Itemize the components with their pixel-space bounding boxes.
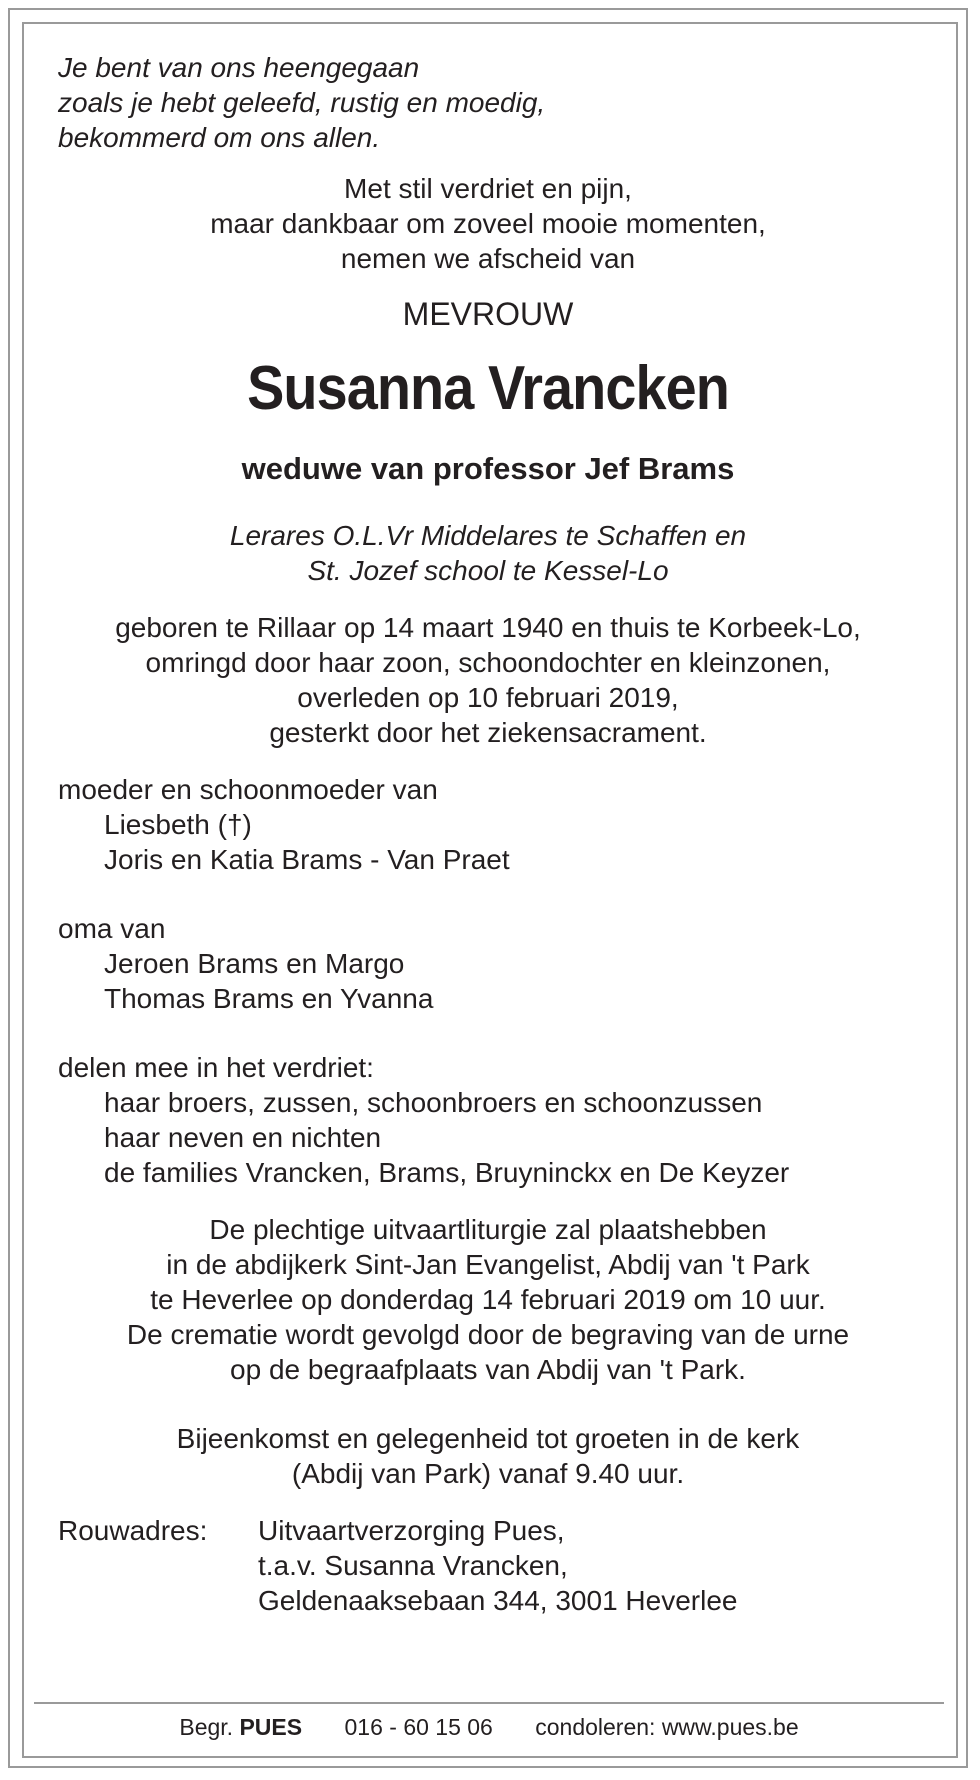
gathering-line: (Abdij van Park) vanaf 9.40 uur. [291, 1458, 685, 1489]
family-name: haar broers, zussen, schoonbroers en schoonzussen [104, 1087, 763, 1118]
poem-line: zoals je hebt geleefd, rustig en moedig, [58, 87, 546, 118]
gathering-info [58, 1421, 918, 1491]
footer-brand: PUES [239, 1714, 303, 1740]
obituary-content [58, 50, 918, 1618]
family-name: Thomas Brams en Yvanna [104, 983, 434, 1014]
intro-line: maar dankbaar om zoveel mooie momenten, [210, 208, 766, 239]
funeral-line: De crematie wordt gevolgd door de begraving van de urne [126, 1319, 850, 1350]
footer-condolences: condoleren: www.pues.be [535, 1714, 799, 1740]
address-line: t.a.v. Susanna Vrancken, [258, 1550, 568, 1581]
title-word: MEVROUW [402, 296, 574, 332]
poem-line: Je bent van ons heengegaan [58, 52, 420, 83]
mourning-address [58, 1513, 918, 1618]
occupation-line: Lerares O.L.Vr Middelares te Schaffen en [229, 520, 747, 551]
address-lines [258, 1513, 918, 1618]
address-line: Geldenaaksebaan 344, 3001 Heverlee [258, 1585, 738, 1616]
funeral-line: De plechtige uitvaartliturgie zal plaatshebben [209, 1214, 767, 1245]
family-name: haar neven en nichten [104, 1122, 382, 1153]
birth-death-line: omringd door haar zoon, schoondochter en kleinzonen, [145, 647, 831, 678]
mother-of [58, 772, 918, 877]
family-name: Jeroen Brams en Margo [104, 948, 405, 979]
gathering-line: Bijeenkomst en gelegenheid tot groeten in de kerk [176, 1423, 800, 1454]
footer-prefix: Begr. [179, 1714, 234, 1740]
family-name: de families Vrancken, Brams, Bruyninckx en De Keyzer [104, 1157, 790, 1188]
funeral-line: op de begraafplaats van Abdij van 't Park. [230, 1354, 746, 1385]
share-grief-heading: delen mee in het verdriet: [58, 1052, 374, 1083]
birth-death-line: overleden op 10 februari 2019, [297, 682, 679, 713]
poem-line: bekommerd om ons allen. [58, 122, 381, 153]
family-name: Liesbeth (†) [104, 809, 252, 840]
footer [34, 1712, 944, 1742]
poem [58, 50, 918, 155]
address-line: Uitvaartverzorging Pues, [258, 1515, 565, 1546]
occupation-line: St. Jozef school te Kessel-Lo [307, 555, 669, 586]
footer-phone: 016 - 60 15 06 [344, 1714, 493, 1740]
funeral-line: te Heverlee op donderdag 14 februari 2019 om 10 uur. [150, 1284, 826, 1315]
deceased-name: Susanna Vrancken [247, 354, 729, 423]
widow-of: weduwe van professor Jef Brams [241, 451, 735, 486]
birth-death [58, 610, 918, 750]
footer-divider [34, 1702, 944, 1704]
birth-death-line: geboren te Rillaar op 14 maart 1940 en thuis te Korbeek-Lo, [115, 612, 861, 643]
intro [58, 171, 918, 276]
occupation [58, 518, 918, 588]
funeral-info [58, 1212, 918, 1387]
grandmother-of-heading: oma van [58, 913, 166, 944]
grandmother-of [58, 911, 918, 1016]
funeral-line: in de abdijkerk Sint-Jan Evangelist, Abdij van 't Park [166, 1249, 810, 1280]
footer-undertaker [179, 1714, 302, 1740]
mother-of-heading: moeder en schoonmoeder van [58, 774, 438, 805]
intro-line: nemen we afscheid van [340, 243, 636, 274]
intro-line: Met stil verdriet en pijn, [344, 173, 632, 204]
address-label: Rouwadres: [58, 1515, 208, 1546]
share-grief [58, 1050, 918, 1190]
family-name: Joris en Katia Brams - Van Praet [104, 844, 510, 875]
birth-death-line: gesterkt door het ziekensacrament. [269, 717, 707, 748]
